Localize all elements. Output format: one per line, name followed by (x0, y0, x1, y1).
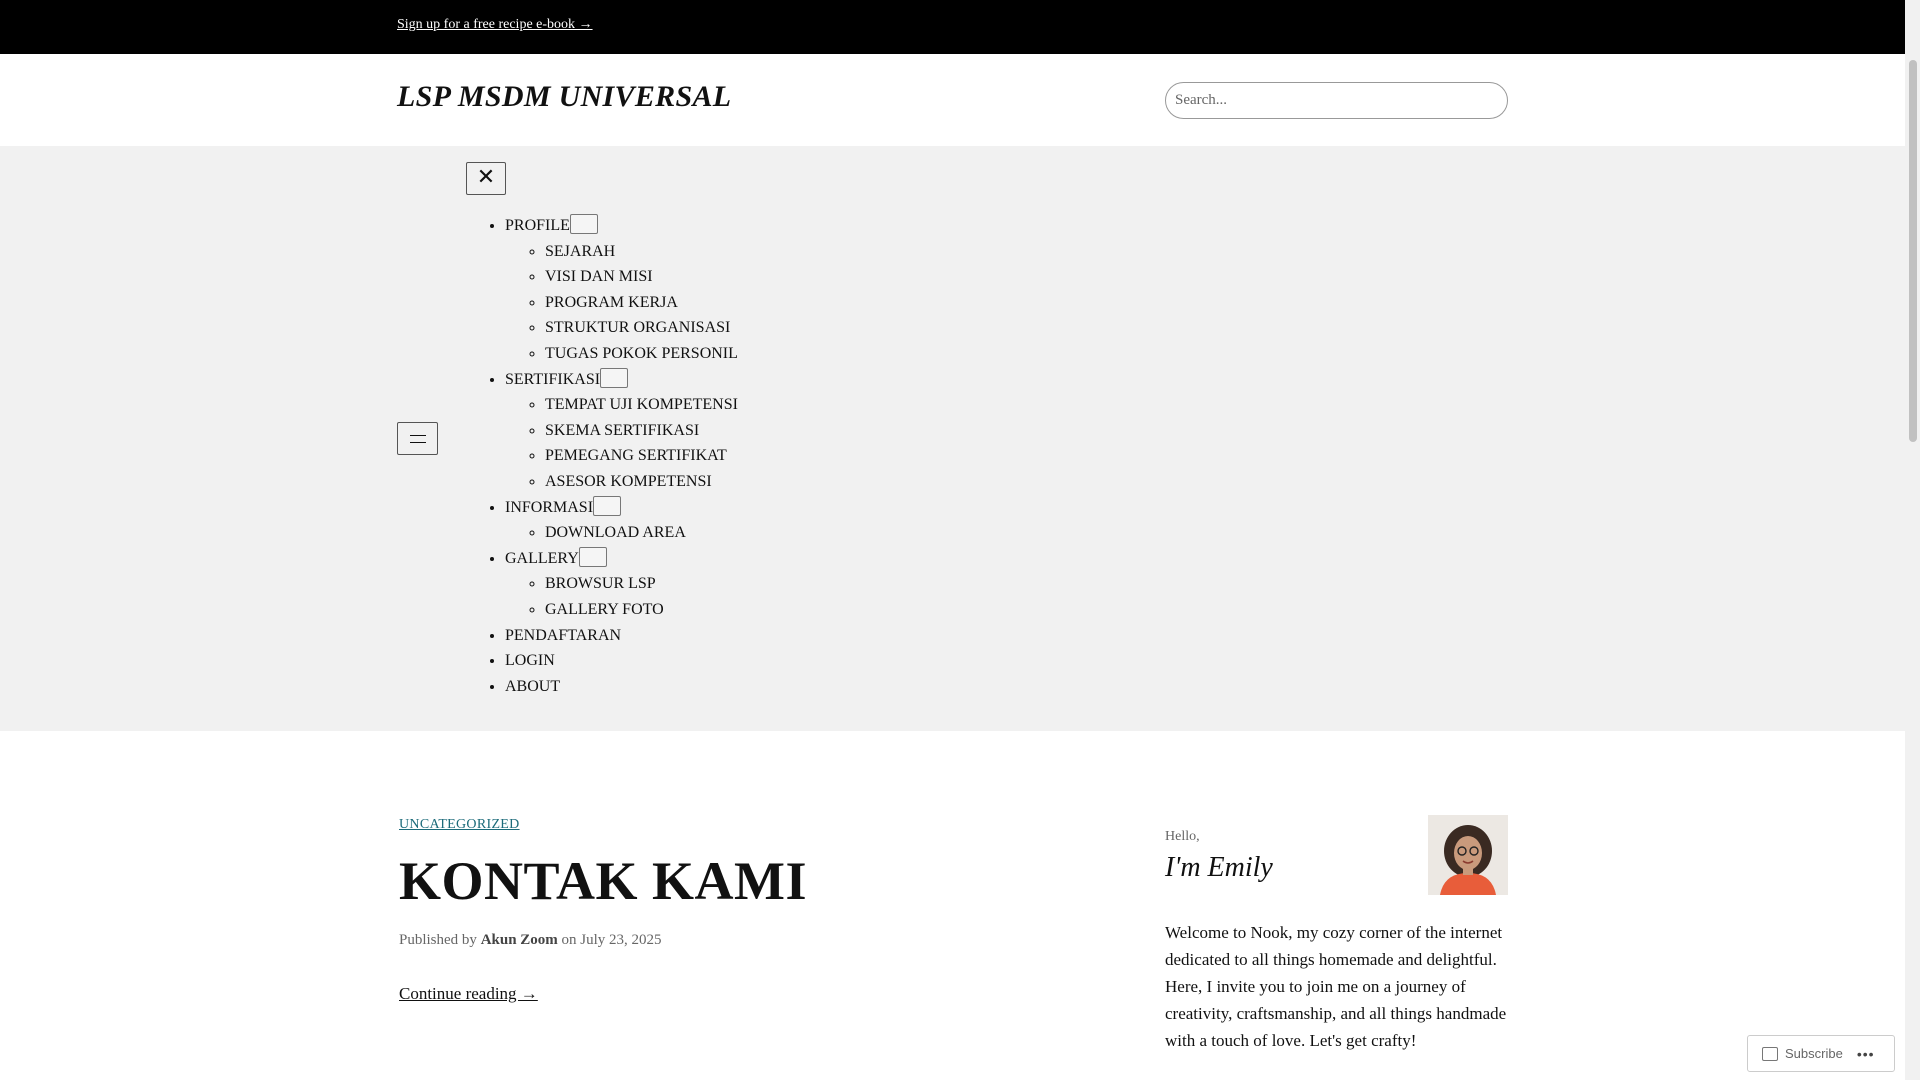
on-label: on (561, 932, 577, 948)
menu-item-sertifikasi[interactable] (505, 367, 738, 495)
sidebar-name: I'm Emily (1165, 852, 1273, 883)
menu-item-label[interactable]: PROFILE (505, 217, 570, 234)
submenu (545, 571, 738, 622)
menu-item-pendaftaran[interactable] (505, 623, 738, 649)
menu-item-label[interactable]: PENDAFTARAN (505, 626, 622, 644)
close-x-icon: ✕ (476, 165, 496, 190)
menu-item-label[interactable]: GALLERY (505, 549, 579, 567)
ebook-signup-link[interactable]: Sign up for a free recipe e-book → (397, 17, 593, 32)
menu-item-informasi[interactable] (505, 495, 738, 546)
submenu (545, 392, 738, 494)
submenu (545, 520, 738, 546)
submenu-toggle-button[interactable] (600, 368, 628, 388)
subscribe-label: Subscribe (1785, 1046, 1843, 1061)
post-category-link[interactable]: UNCATEGORIZED (399, 817, 520, 832)
menu-item-label[interactable]: ABOUT (505, 677, 561, 695)
submenu-item[interactable]: ◦ TEMPAT UJI KOMPETENSI (545, 392, 738, 418)
submenu-item[interactable]: ◦ ASESOR KOMPETENSI (545, 469, 738, 495)
menu-item-gallery[interactable] (505, 546, 738, 623)
published-by-label: Published by (399, 932, 477, 948)
page-scrollbar[interactable] (1905, 0, 1920, 1080)
menu-close-button[interactable] (466, 162, 506, 195)
menu-item-label[interactable]: INFORMASI (505, 498, 594, 516)
scrollbar-thumb[interactable] (1909, 60, 1917, 442)
menu-item-profile[interactable] (505, 213, 738, 367)
submenu-toggle-button[interactable] (593, 496, 621, 516)
submenu-item[interactable]: ◦ PROGRAM KERJA (545, 290, 738, 316)
submenu-toggle-button[interactable] (579, 547, 607, 567)
menu-item-label[interactable]: LOGIN (505, 652, 555, 670)
submenu-item[interactable]: ◦ DOWNLOAD AREA (545, 520, 738, 546)
submenu-item[interactable]: ◦ SEJARAH (545, 239, 738, 265)
menu-item-login[interactable] (505, 648, 738, 674)
subscribe-button[interactable] (1747, 1035, 1895, 1072)
search-input[interactable] (1165, 82, 1508, 119)
submenu-toggle-button[interactable] (570, 214, 598, 234)
post-title[interactable]: KONTAK KAMI (399, 851, 807, 911)
menu-item-about[interactable] (505, 674, 738, 700)
hamburger-menu-icon (410, 435, 426, 443)
submenu-item[interactable]: ◦ PEMEGANG SERTIFIKAT (545, 443, 738, 469)
sidebar-bio: Welcome to Nook, my cozy corner of the internet dedicated to all things homemade and delightful. Here, I invite you to join me on a journey of creativity, craftsmanship, and all things handmade with a touch of love. Let's get crafty! (1165, 923, 1507, 1050)
author-avatar (1428, 815, 1508, 895)
announcement-bar (0, 0, 1905, 54)
main-menu (505, 213, 738, 699)
post-meta (399, 932, 662, 949)
continue-reading-link[interactable]: Continue reading → (399, 984, 538, 1003)
site-header (0, 54, 1905, 146)
submenu-item[interactable]: ◦ TUGAS POKOK PERSONIL (545, 341, 738, 367)
sidebar-greeting: Hello, (1165, 829, 1200, 844)
post-date[interactable]: July 23, 2025 (580, 932, 662, 948)
menu-open-button[interactable] (397, 422, 438, 455)
more-options-icon[interactable]: ••• (1856, 1045, 1875, 1062)
menu-item-label[interactable]: SERTIFIKASI (505, 370, 601, 388)
submenu-item[interactable]: ◦ GALLERY FOTO (545, 597, 738, 623)
site-title[interactable]: LSP MSDM UNIVERSAL (397, 80, 732, 113)
submenu-item[interactable]: ◦ STRUKTUR ORGANISASI (545, 315, 738, 341)
submenu-item[interactable]: ◦ SKEMA SERTIFIKASI (545, 418, 738, 444)
reader-icon (1762, 1047, 1778, 1061)
submenu-item[interactable]: ◦ BROWSUR LSP (545, 571, 738, 597)
submenu-item[interactable]: ◦ VISI DAN MISI (545, 264, 738, 290)
navigation-panel (0, 146, 1905, 731)
post-author-link[interactable]: Akun Zoom (480, 932, 558, 948)
submenu (545, 239, 738, 367)
